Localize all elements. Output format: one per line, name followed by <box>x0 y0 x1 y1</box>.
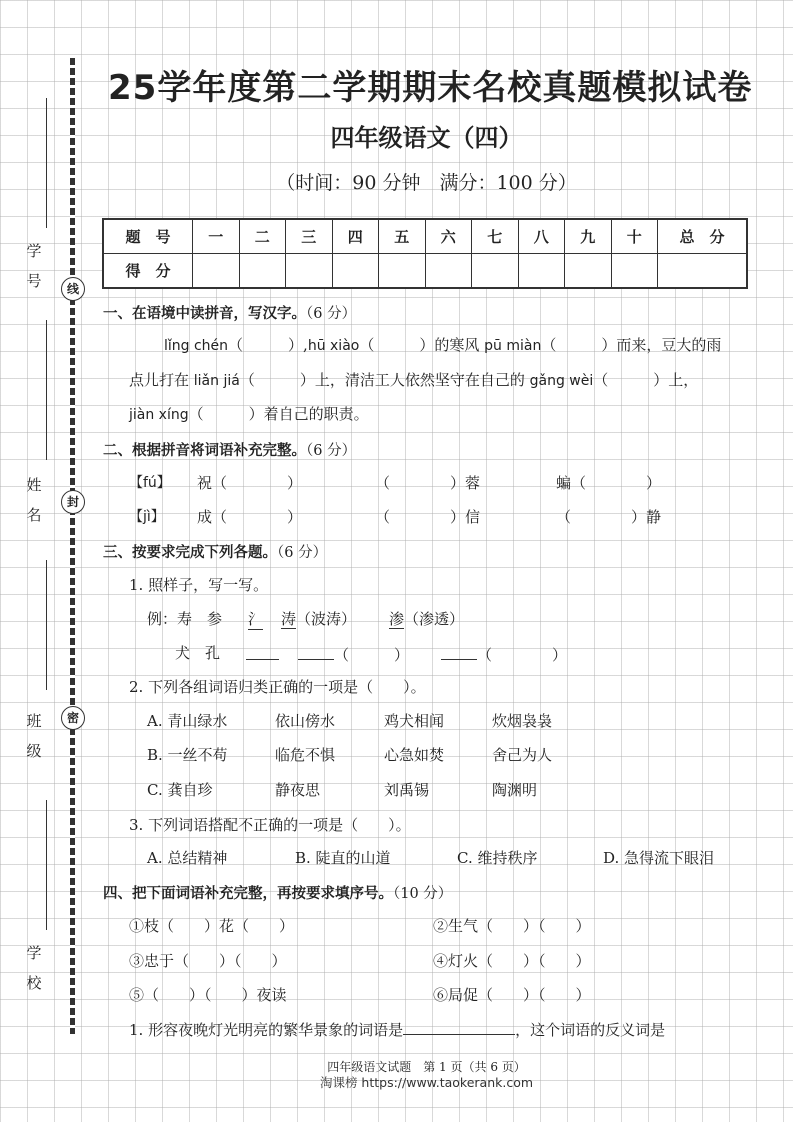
option-text: 静夜思 <box>275 781 321 799</box>
answer-blank[interactable] <box>403 1018 515 1035</box>
score-input-cell[interactable] <box>518 254 565 289</box>
score-input-cell[interactable] <box>379 254 426 289</box>
score-input-cell[interactable] <box>658 254 748 289</box>
section-points: （6 分） <box>306 443 357 459</box>
answer-blank[interactable]: 蝙（ ） <box>556 474 662 492</box>
score-table-header-row <box>103 219 747 254</box>
table-cell: 二 <box>239 219 286 254</box>
idiom-item[interactable]: ③忠于（ ）（ ） <box>129 952 287 970</box>
side-label-class: 班 级 <box>26 712 42 760</box>
underline-blank[interactable] <box>298 642 334 660</box>
page-title: 25学年度第二学期期末名校真题模拟试卷 <box>108 68 753 108</box>
s3-q3: 3. 下列词语搭配不正确的一项是（ ）。 <box>129 816 411 834</box>
pinyin: 【fú】 <box>129 475 171 491</box>
time-info: （时间：90 分钟 满分：100 分） <box>276 172 577 194</box>
text: 涛 <box>281 610 297 628</box>
answer-blank[interactable]: （ ）上，清洁工人依然坚守在自己的 <box>239 371 530 389</box>
text: 渗 <box>389 610 405 628</box>
score-input-cell[interactable] <box>472 254 519 289</box>
score-input-cell[interactable] <box>332 254 379 289</box>
option-text: 陶渊明 <box>492 781 538 799</box>
side-label-student-id: 学 号 <box>26 242 42 290</box>
answer-blank[interactable]: （ ）着自己的职责。 <box>188 405 369 423</box>
idiom-item[interactable]: ①枝（ ）花（ ） <box>129 917 295 935</box>
score-input-cell[interactable] <box>286 254 333 289</box>
s3-q2: 2. 下列各组词语归类正确的一项是（ ）。 <box>129 678 426 696</box>
table-cell: 题 号 <box>103 219 193 254</box>
pinyin: lǐng chén <box>164 338 229 354</box>
answer-blank[interactable] <box>441 642 567 665</box>
section-4-heading <box>103 882 452 903</box>
option-a[interactable]: A. 青山绿水 <box>147 712 228 730</box>
section-heading-text: 四、把下面词语补充完整，再按要求填序号。 <box>103 886 393 902</box>
score-input-cell[interactable] <box>425 254 472 289</box>
example-word: 涛（波涛） <box>281 610 357 628</box>
pinyin: 【jì】 <box>129 509 165 525</box>
binding-line <box>70 58 75 1034</box>
side-blank-line <box>46 560 47 690</box>
section-points: （6 分） <box>306 306 357 322</box>
answer-blank[interactable]: （ ）蓉 <box>375 474 481 492</box>
bind-circle-secret: 密 <box>61 706 85 730</box>
section-2-heading <box>103 439 356 460</box>
option-d[interactable]: D. 急得流下眼泪 <box>603 849 715 867</box>
section-1-heading <box>103 302 356 323</box>
s1-line-1 <box>164 334 721 355</box>
section-points: （10 分） <box>393 886 453 902</box>
footer-site: 淘课榜 https://www.taokerank.com <box>319 1075 534 1090</box>
idiom-item[interactable]: ⑤（ ）（ ）夜读 <box>129 986 287 1004</box>
answer-blank[interactable]: （ ） <box>334 646 410 664</box>
side-label-school: 学 校 <box>26 944 42 992</box>
score-input-cell[interactable] <box>611 254 658 289</box>
option-text: 舍己为人 <box>492 746 553 764</box>
s3-example <box>147 608 222 629</box>
underline-blank[interactable] <box>246 642 279 660</box>
page-subtitle: 四年级语文（四） <box>330 123 523 152</box>
table-cell: 九 <box>565 219 612 254</box>
side-blank-line <box>46 800 47 930</box>
table-cell: 总 分 <box>658 219 748 254</box>
answer-blank[interactable] <box>298 642 409 665</box>
option-c[interactable]: C. 维持秩序 <box>457 849 538 867</box>
section-heading-text: 三、按要求完成下列各题。 <box>103 545 277 561</box>
table-cell: 六 <box>425 219 472 254</box>
bind-circle-line: 线 <box>61 277 85 301</box>
table-cell: 四 <box>332 219 379 254</box>
side-label-name: 姓 名 <box>26 476 42 524</box>
s4-q1 <box>129 1018 665 1040</box>
section-3-heading <box>103 541 327 562</box>
s2-row-1 <box>129 472 171 492</box>
idiom-item[interactable]: ⑥局促（ ）（ ） <box>433 986 591 1004</box>
s1-line-2 <box>129 369 698 390</box>
option-a[interactable]: A. 总结精神 <box>147 849 228 867</box>
table-cell: 得 分 <box>103 254 193 289</box>
pinyin: hū xiào <box>307 338 360 354</box>
example-radical: 氵 <box>248 610 264 628</box>
score-table <box>102 218 748 289</box>
answer-blank[interactable]: （ ）信 <box>375 508 481 526</box>
idiom-item[interactable]: ④灯火（ ）（ ） <box>433 952 591 970</box>
option-text: 临危不惧 <box>275 746 336 764</box>
s3-q1: 1. 照样子，写一写。 <box>129 576 269 594</box>
idiom-item[interactable]: ②生气（ ）（ ） <box>433 917 591 935</box>
option-text: 心急如焚 <box>384 746 445 764</box>
score-input-cell[interactable] <box>193 254 240 289</box>
bind-circle-seal: 封 <box>61 490 85 514</box>
example-word: 渗（渗透） <box>389 610 465 628</box>
s3-exercise: 犬 孔 <box>175 644 221 662</box>
option-b[interactable]: B. 一丝不苟 <box>147 746 228 764</box>
answer-blank[interactable]: （ ）的寒风 <box>359 336 485 354</box>
text: 点儿打在 <box>129 371 194 389</box>
question-text: 1. 形容夜晚灯光明亮的繁华景象的词语是 <box>129 1021 404 1039</box>
option-text: 刘禹锡 <box>384 781 430 799</box>
answer-blank[interactable] <box>246 642 279 664</box>
section-heading-text: 一、在语境中读拼音，写汉字。 <box>103 306 306 322</box>
table-cell: 一 <box>193 219 240 254</box>
side-blank-line <box>46 320 47 460</box>
option-text: 鸡犬相闻 <box>384 712 445 730</box>
answer-blank[interactable]: （ ）, <box>228 336 308 354</box>
answer-blank[interactable]: （ ）静 <box>556 508 662 526</box>
section-heading-text: 二、根据拼音将词语补充完整。 <box>103 443 306 459</box>
page-footer: 四年级语文试题 第 1 页（共 6 页） <box>327 1060 526 1074</box>
pinyin: pū miàn <box>484 338 542 354</box>
answer-blank[interactable]: 成（ ） <box>197 508 303 526</box>
pinyin: gǎng wèi <box>529 373 594 389</box>
pinyin: liǎn jiá <box>193 373 240 389</box>
table-cell: 三 <box>286 219 333 254</box>
section-points: （6 分） <box>277 545 328 561</box>
option-text: 炊烟袅袅 <box>492 712 553 730</box>
score-input-cell[interactable] <box>239 254 286 289</box>
answer-blank[interactable]: （ ）而来，豆大的雨 <box>541 336 722 354</box>
option-text: 依山傍水 <box>275 712 336 730</box>
score-table-score-row <box>103 254 747 289</box>
option-c[interactable]: C. 龚自珍 <box>147 781 213 799</box>
underline-blank[interactable] <box>441 642 477 660</box>
answer-blank[interactable]: （ ）上， <box>593 371 699 389</box>
s1-line-3 <box>129 403 369 424</box>
answer-blank[interactable]: （ ） <box>477 646 568 664</box>
option-b[interactable]: B. 陡直的山道 <box>295 849 391 867</box>
table-cell: 五 <box>379 219 426 254</box>
text: 例：寿 参 <box>147 610 223 628</box>
table-cell: 八 <box>518 219 565 254</box>
table-cell: 七 <box>472 219 519 254</box>
answer-blank[interactable]: 祝（ ） <box>197 474 303 492</box>
pinyin: jiàn xíng <box>129 407 189 423</box>
score-input-cell[interactable] <box>565 254 612 289</box>
question-text: ，这个词语的反义词是 <box>515 1021 666 1039</box>
table-cell: 十 <box>611 219 658 254</box>
s2-row-2 <box>129 506 165 526</box>
